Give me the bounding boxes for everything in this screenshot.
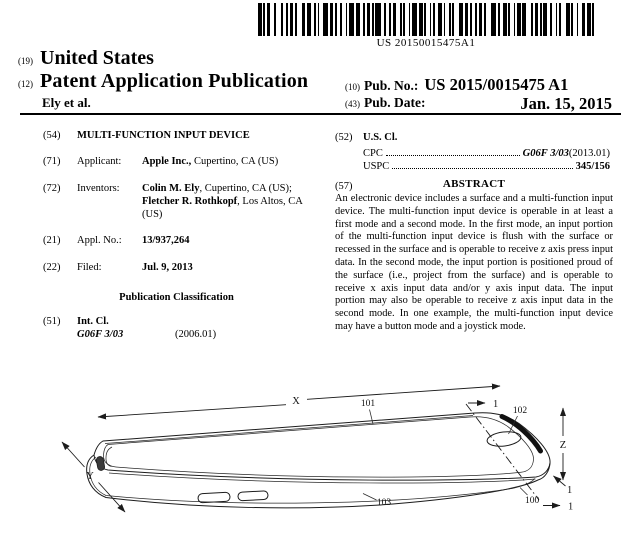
inventor-1-name: Colin M. Ely [142,183,200,194]
cpc-year: (2013.01) [568,148,610,159]
barcode [258,3,594,49]
header-divider [20,113,621,115]
section-label-top: 1 [493,399,499,410]
header-country [18,47,154,70]
cpc-label: CPC [363,148,383,159]
screen-bezel [103,417,533,477]
us-cl-row [335,131,397,144]
section-label-corner: 1 [567,485,573,496]
ref-102-label: 102 [512,406,528,416]
int-cl-label: Int. Cl. [77,316,109,327]
filed-label: Filed: [77,262,102,273]
applicant-label: Applicant: [77,156,122,167]
kind-code-12: (12) [18,79,33,89]
pub-date-label: Pub. Date: [364,95,426,110]
far-edge-inner-line [105,416,473,444]
filed-row [43,261,193,274]
side-wall-lower-seam [90,474,535,503]
bezel-corner-line [106,447,112,467]
field-code-51: (51) [43,316,61,327]
x-axis-label: X [292,396,300,407]
cpc-line [363,148,610,159]
pub-no-line [345,75,568,95]
x-axis-arrow [98,386,500,417]
pub-date-value: Jan. 15, 2015 [520,94,612,113]
ref-100-leader [520,488,528,496]
kind-code-43: (43) [345,99,360,109]
applicant-rest: Cupertino, CA (US) [191,156,279,167]
field-code-52: (52) [335,132,353,143]
inventor-2-name: Fletcher R. Rothkopf [142,196,238,207]
uspc-label: USPC [363,161,390,172]
inventor-2-rest: , Los Altos, CA (US) [142,196,303,220]
abstract-text: An electronic device includes a surface and a multi-function input device. The multi-function input device is operable in at least a first mode and a second mode. In the first mode, an input portion of the multi-function input device is flush with the surface or recessed in the surface and is operable to receive z axis press input data. In the second mode, the input portion is positioned proud of the surface (i.e., project from the surface) and is operable to receive x axis input data and/or y axis input data. The input portion may also be operable to receive z axis input data in the second mode. In one example, the multi-function input device may have a button mode and a joystick mode. [335,193,613,332]
field-code-21: (21) [43,235,61,246]
filed-value: Jul. 9, 2013 [142,262,193,273]
ref-103-label: 103 [376,498,392,508]
int-cl-value-row [77,328,216,341]
field-code-72: (72) [43,183,61,194]
section-label-bottom: 1 [568,501,574,513]
inventors-label: Inventors: [77,183,120,194]
ref-103-leader [363,494,377,501]
kind-code-10: (10) [345,82,360,92]
title-row [43,129,323,142]
invention-title: MULTI-FUNCTION INPUT DEVICE [77,130,250,141]
appl-no-row [43,234,190,247]
country-name: United States [40,47,154,69]
uspc-leader-dots [392,168,572,169]
section-line-1-1 [466,399,573,513]
doc-type: Patent Application Publication [40,70,309,92]
figure-1 [40,383,640,533]
int-cl-row [43,315,109,328]
abstract-heading-row [335,178,613,191]
applicant-name: Apple Inc., [142,156,192,167]
barcode-bars [258,3,594,36]
pub-date-line [345,94,612,114]
ref-101-leader [370,410,374,425]
int-cl-year: (2006.01) [175,329,217,340]
applicant-value [142,155,278,168]
pub-no-label: Pub. No.: [364,78,419,93]
phone-body [87,413,550,508]
inventor-1-rest: , Cupertino, CA (US); [199,183,292,194]
publication-classification-heading: Publication Classification [119,292,234,303]
uspc-line [363,161,610,172]
appl-no-label: Appl. No.: [77,235,122,246]
z-axis-label: Z [559,440,567,451]
z-axis-arrow [560,408,566,480]
side-button-2 [238,491,268,501]
field-code-71: (71) [43,156,61,167]
y-axis-label: Y [86,471,94,482]
y-axis-arrow [62,442,125,512]
int-cl-class: G06F 3/03 [77,329,124,340]
kind-code-19: (19) [18,56,33,66]
us-cl-label: U.S. Cl. [363,132,398,143]
authors: Ely et al. [42,95,91,110]
abstract-heading: ABSTRACT [442,178,506,190]
home-button [486,430,521,448]
inventors-value [142,182,314,221]
ref-100-label: 100 [525,496,540,506]
field-code-22: (22) [43,262,61,273]
header-doc-type [18,70,308,93]
cpc-value: G06F 3/03 [522,148,569,159]
ref-101-label: 101 [360,399,376,409]
pub-no-value: US 2015/0015475 A1 [424,75,569,94]
side-button-1 [198,492,230,503]
cpc-leader-dots [386,155,520,156]
barcode-label: US 20150015475A1 [376,37,476,49]
field-code-57: (57) [335,181,353,192]
inventors-row [43,182,323,221]
field-code-54: (54) [43,130,61,141]
applicant-row [43,155,323,168]
uspc-value: 345/156 [575,161,610,172]
appl-no-value: 13/937,264 [142,235,190,246]
